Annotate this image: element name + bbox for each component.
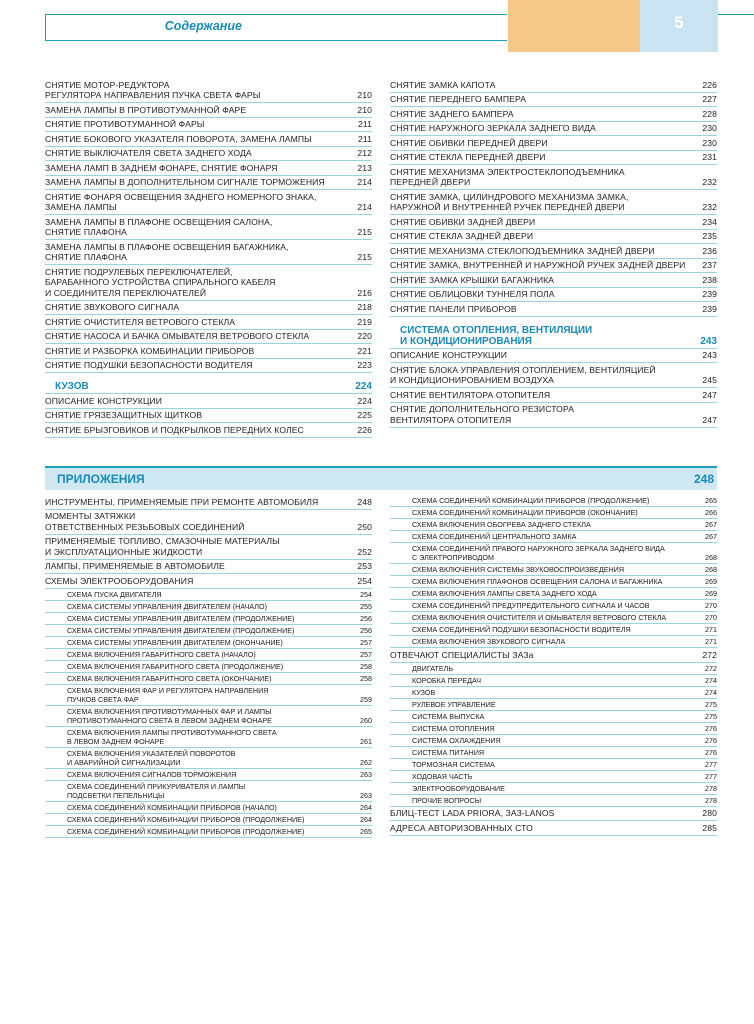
entry-page: 230 bbox=[702, 123, 717, 133]
entry-title: СНЯТИЕ ВЫКЛЮЧАТЕЛЯ СВЕТА ЗАДНЕГО ХОДА bbox=[45, 148, 252, 158]
toc-entry[interactable] bbox=[45, 147, 372, 162]
entry-page: 225 bbox=[357, 410, 372, 420]
toc-subentry[interactable] bbox=[45, 649, 372, 661]
toc-entry[interactable] bbox=[390, 403, 717, 428]
entry-page: 220 bbox=[357, 331, 372, 341]
toc-subentry[interactable] bbox=[45, 625, 372, 637]
appendix-header[interactable] bbox=[45, 466, 717, 490]
entry-title: СХЕМА ВКЛЮЧЕНИЯ СИСТЕМЫ ЗВУКОВОСПРОИЗВЕДЕНИЯ bbox=[412, 565, 625, 574]
entry-page: 272 bbox=[705, 663, 717, 673]
entry-page: 258 bbox=[360, 673, 372, 683]
toc-subentry[interactable] bbox=[45, 727, 372, 748]
toc-entry[interactable] bbox=[390, 230, 717, 245]
entry-page: 245 bbox=[702, 375, 717, 385]
toc-entry[interactable] bbox=[390, 388, 717, 403]
toc-entry[interactable] bbox=[45, 394, 372, 409]
entry-page: 211 bbox=[358, 133, 372, 144]
appendix-title: ПРИЛОЖЕНИЯ bbox=[57, 472, 145, 486]
entry-title: ПРОЧИЕ ВОПРОСЫ bbox=[412, 795, 482, 805]
toc-subentry[interactable] bbox=[390, 564, 717, 576]
entry-page: 271 bbox=[705, 625, 717, 634]
entry-title: СНЯТИЕ МОТОР-РЕДУКТОРА РЕГУЛЯТОРА НАПРАВЛЕНИЯ ПУЧКА СВЕТА ФАРЫ bbox=[45, 79, 261, 100]
entry-page: 272 bbox=[702, 649, 717, 660]
entry-title: СНЯТИЕ ЗАМКА КРЫШКИ БАГАЖНИКА bbox=[390, 274, 555, 285]
entry-title: СИСТЕМА ОТОПЛЕНИЯ bbox=[412, 723, 495, 733]
entry-page: 277 bbox=[705, 759, 717, 769]
entry-title: СНЯТИЕ ЗВУКОВОГО СИГНАЛА bbox=[45, 302, 180, 312]
toc-entry[interactable] bbox=[45, 265, 372, 301]
toc-entry[interactable] bbox=[45, 78, 372, 103]
entry-title: КУЗОВ bbox=[55, 381, 89, 392]
entry-title: СИСТЕМА ОХЛАЖДЕНИЯ bbox=[412, 735, 501, 745]
entry-page: 276 bbox=[705, 723, 717, 733]
entry-title: СХЕМА СОЕДИНЕНИЙ ПРЕДУПРЕДИТЕЛЬНОГО СИГНАЛА И ЧАСОВ bbox=[412, 601, 650, 610]
entry-page: 265 bbox=[705, 496, 717, 505]
entry-title: СХЕМА ПУСКА ДВИГАТЕЛЯ bbox=[67, 589, 162, 599]
entry-page: 239 bbox=[702, 289, 717, 299]
toc-entry[interactable] bbox=[390, 807, 717, 822]
entry-page: 247 bbox=[702, 389, 717, 400]
entry-page: 243 bbox=[702, 350, 717, 360]
entry-page: 274 bbox=[705, 675, 717, 685]
entry-page: 228 bbox=[702, 108, 717, 119]
toc-entry[interactable] bbox=[45, 161, 372, 176]
toc-subentry[interactable] bbox=[45, 769, 372, 781]
entry-page: 214 bbox=[357, 177, 372, 187]
toc-subentry[interactable] bbox=[45, 661, 372, 673]
entry-page: 257 bbox=[360, 649, 372, 659]
entry-title: СНЯТИЕ НАРУЖНОГО ЗЕРКАЛА ЗАДНЕГО ВИДА bbox=[390, 123, 596, 133]
entry-page: 218 bbox=[357, 302, 372, 312]
toc-entry[interactable] bbox=[45, 359, 372, 374]
entry-page: 253 bbox=[357, 561, 372, 571]
header-bar bbox=[0, 0, 508, 52]
entry-title: СНЯТИЕ МЕХАНИЗМА ЭЛЕКТРОСТЕКЛОПОДЪЕМНИКА ПЕРЕДНЕЙ ДВЕРИ bbox=[390, 166, 625, 187]
entry-page: 285 bbox=[702, 822, 717, 833]
toc-entry[interactable] bbox=[45, 560, 372, 575]
entry-page: 215 bbox=[357, 227, 372, 237]
entry-page: 235 bbox=[702, 231, 717, 241]
toc-entry[interactable] bbox=[45, 495, 372, 510]
toc-subentry[interactable] bbox=[390, 735, 717, 747]
toc-entry[interactable] bbox=[390, 302, 717, 317]
toc-subentry[interactable] bbox=[390, 636, 717, 648]
entry-page: 236 bbox=[702, 245, 717, 256]
entry-title: СХЕМА ВКЛЮЧЕНИЯ ГАБАРИТНОГО СВЕТА (ПРОДОЛЖЕНИЕ) bbox=[67, 661, 284, 671]
entry-title: СХЕМА СИСТЕМЫ УПРАВЛЕНИЯ ДВИГАТЕЛЕМ (НАЧАЛО) bbox=[67, 601, 268, 611]
toc-entry[interactable] bbox=[45, 315, 372, 330]
page-title: Содержание bbox=[164, 19, 242, 33]
entry-title: ЗАМЕНА ЛАМПЫ В ПЛАФОНЕ ОСВЕЩЕНИЯ БАГАЖНИКА, СНЯТИЕ ПЛАФОНА bbox=[45, 241, 289, 262]
entry-title: ОПИСАНИЕ КОНСТРУКЦИИ bbox=[390, 350, 507, 360]
entry-page: 232 bbox=[702, 177, 717, 187]
toc-entry[interactable] bbox=[45, 535, 372, 560]
entry-page: 221 bbox=[357, 345, 372, 356]
toc-subentry[interactable] bbox=[390, 612, 717, 624]
toc-subentry[interactable] bbox=[45, 814, 372, 826]
entry-page: 234 bbox=[702, 216, 717, 227]
toc-entry[interactable] bbox=[390, 363, 717, 388]
entry-title: СНЯТИЕ ПРОТИВОТУМАННОЙ ФАРЫ bbox=[45, 119, 205, 129]
entry-title: СНЯТИЕ ЗАДНЕГО БАМПЕРА bbox=[390, 108, 514, 119]
entry-page: 261 bbox=[360, 736, 372, 746]
entry-page: 215 bbox=[357, 252, 372, 262]
toc-subentry[interactable] bbox=[45, 685, 372, 706]
entry-title: ЗАМЕНА ЛАМПЫ В ПРОТИВОТУМАННОЙ ФАРЕ bbox=[45, 104, 247, 115]
toc-subentry[interactable] bbox=[45, 826, 372, 838]
toc-subentry[interactable] bbox=[390, 771, 717, 783]
entry-page: 259 bbox=[360, 694, 372, 704]
entry-page: 255 bbox=[360, 601, 372, 611]
entry-title: СНЯТИЕ ВЕНТИЛЯТОРА ОТОПИТЕЛЯ bbox=[390, 389, 551, 400]
entry-page: 263 bbox=[360, 790, 372, 800]
toc-subentry[interactable] bbox=[390, 783, 717, 795]
toc-subentry[interactable] bbox=[390, 600, 717, 612]
entry-page: 277 bbox=[705, 771, 717, 781]
toc-subentry[interactable] bbox=[45, 601, 372, 613]
header-rule-bottom bbox=[45, 40, 507, 41]
entry-page: 232 bbox=[702, 202, 717, 212]
toc-entry[interactable] bbox=[390, 165, 717, 190]
toc-entry[interactable] bbox=[45, 409, 372, 424]
entry-title: ТОРМОЗНАЯ СИСТЕМА bbox=[412, 759, 495, 769]
entry-title: ДВИГАТЕЛЬ bbox=[412, 663, 454, 673]
entry-title: СХЕМА ВКЛЮЧЕНИЯ ЗВУКОВОГО СИГНАЛА bbox=[412, 637, 566, 646]
entry-title: СХЕМА ВКЛЮЧЕНИЯ СИГНАЛОВ ТОРМОЖЕНИЯ bbox=[67, 769, 237, 779]
toc-subentry[interactable] bbox=[390, 723, 717, 735]
toc-subentry[interactable] bbox=[390, 699, 717, 711]
toc-entry[interactable] bbox=[45, 176, 372, 191]
entry-page: 258 bbox=[360, 661, 372, 671]
toc-entry[interactable] bbox=[390, 244, 717, 259]
entry-title: СНЯТИЕ ДОПОЛНИТЕЛЬНОГО РЕЗИСТОРА ВЕНТИЛЯТОРА ОТОПИТЕЛЯ bbox=[390, 404, 575, 425]
entry-title: СИСТЕМА ОТОПЛЕНИЯ, ВЕНТИЛЯЦИИ И КОНДИЦИОНИРОВАНИЯ bbox=[400, 324, 593, 347]
entry-page: 212 bbox=[357, 148, 372, 158]
entry-title: СХЕМЫ ЭЛЕКТРООБОРУДОВАНИЯ bbox=[45, 575, 194, 586]
entry-page: 270 bbox=[705, 613, 717, 622]
section-kuzov[interactable] bbox=[45, 379, 372, 394]
toc-subentry[interactable] bbox=[390, 576, 717, 588]
toc-subentry[interactable] bbox=[45, 613, 372, 625]
entry-page: 226 bbox=[357, 424, 372, 435]
entry-page: 227 bbox=[702, 94, 717, 104]
entry-page: 263 bbox=[360, 769, 372, 779]
entry-title: СНЯТИЕ СТЕКЛА ЗАДНЕЙ ДВЕРИ bbox=[390, 231, 534, 241]
toc-subentry[interactable] bbox=[45, 673, 372, 685]
entry-page: 254 bbox=[360, 589, 372, 599]
entry-title: СХЕМА СИСТЕМЫ УПРАВЛЕНИЯ ДВИГАТЕЛЕМ (ПРОДОЛЖЕНИЕ) bbox=[67, 625, 295, 635]
entry-title: СИСТЕМА ВЫПУСКА bbox=[412, 711, 485, 721]
header-rule-left bbox=[45, 14, 46, 41]
entry-page: 262 bbox=[360, 757, 372, 767]
entry-title: ОТВЕЧАЮТ СПЕЦИАЛИСТЫ ЗАЗа bbox=[390, 649, 534, 660]
entry-title: СХЕМА СИСТЕМЫ УПРАВЛЕНИЯ ДВИГАТЕЛЕМ (ОКОНЧАНИЕ) bbox=[67, 637, 283, 647]
entry-title: СХЕМА СОЕДИНЕНИЙ ЦЕНТРАЛЬНОГО ЗАМКА bbox=[412, 532, 577, 541]
toc-entry[interactable] bbox=[45, 330, 372, 345]
toc-entry[interactable] bbox=[390, 259, 717, 274]
section-heating[interactable] bbox=[390, 323, 717, 349]
toc-entry[interactable] bbox=[390, 273, 717, 288]
appendix-left-column bbox=[45, 495, 372, 838]
entry-page: 280 bbox=[702, 808, 717, 818]
toc-right-column bbox=[390, 78, 717, 428]
entry-title: СХЕМА СОЕДИНЕНИЙ ПРАВОГО НАРУЖНОГО ЗЕРКАЛА ЗАДНЕГО ВИДА С ЭЛЕКТРОПРИВОДОМ bbox=[412, 544, 665, 562]
entry-title: СХЕМА СОЕДИНЕНИЙ КОМБИНАЦИИ ПРИБОРОВ (ПРОДОЛЖЕНИЕ) bbox=[67, 814, 305, 824]
entry-title: СХЕМА ВКЛЮЧЕНИЯ УКАЗАТЕЛЕЙ ПОВОРОТОВ И АВАРИЙНОЙ СИГНАЛИЗАЦИИ bbox=[67, 748, 236, 767]
entry-page: 269 bbox=[705, 577, 717, 586]
entry-page: 237 bbox=[702, 260, 717, 270]
entry-page: 266 bbox=[705, 508, 717, 517]
entry-title: СХЕМА СОЕДИНЕНИЙ КОМБИНАЦИИ ПРИБОРОВ (ПРОДОЛЖЕНИЕ) bbox=[67, 826, 305, 836]
entry-page: 238 bbox=[702, 274, 717, 285]
entry-title: ЗАМЕНА ЛАМПЫ В ПЛАФОНЕ ОСВЕЩЕНИЯ САЛОНА, СНЯТИЕ ПЛАФОНА bbox=[45, 216, 273, 237]
entry-page: 256 bbox=[360, 613, 372, 623]
entry-title: СХЕМА ВКЛЮЧЕНИЯ ОБОГРЕВА ЗАДНЕГО СТЕКЛА bbox=[412, 520, 591, 529]
entry-title: СНЯТИЕ ГРЯЗЕЗАЩИТНЫХ ЩИТКОВ bbox=[45, 410, 203, 420]
entry-title: ЭЛЕКТРООБОРУДОВАНИЕ bbox=[412, 783, 505, 793]
entry-title: СНЯТИЕ И РАЗБОРКА КОМБИНАЦИИ ПРИБОРОВ bbox=[45, 345, 255, 356]
entry-page: 224 bbox=[357, 395, 372, 406]
entry-page: 275 bbox=[705, 711, 717, 721]
header-rule-right bbox=[718, 14, 754, 15]
toc-subentry[interactable] bbox=[390, 624, 717, 636]
entry-page: 254 bbox=[357, 575, 372, 586]
toc-left-column bbox=[45, 78, 372, 438]
toc-subentry[interactable] bbox=[45, 802, 372, 814]
entry-page: 278 bbox=[705, 783, 717, 793]
entry-title: МОМЕНТЫ ЗАТЯЖКИ ОТВЕТСТВЕННЫХ РЕЗЬБОВЫХ СОЕДИНЕНИЙ bbox=[45, 511, 245, 532]
entry-page: 270 bbox=[705, 601, 717, 610]
entry-title: СНЯТИЕ ПОДРУЛЕВЫХ ПЕРЕКЛЮЧАТЕЛЕЙ, БАРАБАННОГО УСТРОЙСТВА СПИРАЛЬНОГО КАБЕЛЯ И СОЕДИНИТЕЛЯ ПЕРЕКЛЮЧАТЕЛЕЙ bbox=[45, 266, 276, 298]
entry-page: 275 bbox=[705, 699, 717, 709]
entry-page: 210 bbox=[357, 104, 372, 115]
toc-entry[interactable] bbox=[390, 78, 717, 93]
toc-subentry[interactable] bbox=[390, 507, 717, 519]
entry-title: СНЯТИЕ ЗАМКА КАПОТА bbox=[390, 79, 496, 90]
header-rule-top bbox=[45, 14, 507, 15]
entry-page: 260 bbox=[360, 715, 372, 725]
toc-entry[interactable] bbox=[390, 288, 717, 303]
entry-page: 248 bbox=[357, 496, 372, 507]
appendix-page: 248 bbox=[693, 472, 714, 486]
entry-page: 265 bbox=[360, 826, 372, 836]
entry-title: СХЕМА ВКЛЮЧЕНИЯ ОЧИСТИТЕЛЯ И ОМЫВАТЕЛЯ ВЕТРОВОГО СТЕКЛА bbox=[412, 613, 667, 622]
toc-subentry[interactable] bbox=[390, 795, 717, 807]
appendix-right-column bbox=[390, 495, 717, 836]
entry-title: БЛИЦ-ТЕСТ LADA PRIORA, ЗАЗ-LANOS bbox=[390, 808, 555, 818]
entry-page: 239 bbox=[702, 303, 717, 314]
entry-page: 214 bbox=[357, 202, 372, 212]
entry-title: СХЕМА СОЕДИНЕНИЙ ПОДУШКИ БЕЗОПАСНОСТИ ВОДИТЕЛЯ bbox=[412, 625, 631, 634]
toc-entry[interactable] bbox=[45, 574, 372, 589]
entry-page: 271 bbox=[705, 637, 717, 646]
toc-entry[interactable] bbox=[390, 122, 717, 137]
entry-title: СНЯТИЕ МЕХАНИЗМА СТЕКЛОПОДЪЕМНИКА ЗАДНЕЙ ДВЕРИ bbox=[390, 245, 655, 256]
toc-subentry[interactable] bbox=[390, 588, 717, 600]
toc-subentry[interactable] bbox=[45, 706, 372, 727]
entry-page: 252 bbox=[357, 546, 372, 557]
toc-entry[interactable] bbox=[45, 103, 372, 118]
toc-subentry[interactable] bbox=[390, 675, 717, 687]
toc-subentry[interactable] bbox=[390, 747, 717, 759]
entry-page: 243 bbox=[700, 335, 717, 347]
entry-title: СХЕМА СИСТЕМЫ УПРАВЛЕНИЯ ДВИГАТЕЛЕМ (ПРОДОЛЖЕНИЕ) bbox=[67, 613, 295, 623]
toc-entry[interactable] bbox=[390, 215, 717, 230]
page-number: 5 bbox=[674, 13, 684, 32]
entry-title: КОРОБКА ПЕРЕДАЧ bbox=[412, 675, 482, 685]
toc-entry[interactable] bbox=[45, 118, 372, 133]
toc-entry[interactable] bbox=[45, 344, 372, 359]
entry-title: СХЕМА СОЕДИНЕНИЙ КОМБИНАЦИИ ПРИБОРОВ (ПРОДОЛЖЕНИЕ) bbox=[412, 496, 650, 505]
entry-page: 224 bbox=[355, 381, 372, 392]
toc-entry[interactable] bbox=[390, 648, 717, 663]
entry-page: 268 bbox=[705, 565, 717, 574]
toc-subentry[interactable] bbox=[390, 531, 717, 543]
toc-subentry[interactable] bbox=[390, 759, 717, 771]
entry-title: СХЕМА СОЕДИНЕНИЙ ПРИКУРИВАТЕЛЯ И ЛАМПЫ ПОДСВЕТКИ ПЕПЕЛЬНИЦЫ bbox=[67, 781, 246, 800]
entry-page: 223 bbox=[357, 360, 372, 370]
toc-subentry[interactable] bbox=[390, 687, 717, 699]
toc-entry[interactable] bbox=[45, 190, 372, 215]
entry-title: СИСТЕМА ПИТАНИЯ bbox=[412, 747, 485, 757]
entry-page: 219 bbox=[357, 316, 372, 327]
entry-page: 264 bbox=[360, 802, 372, 812]
entry-page: 276 bbox=[705, 735, 717, 745]
entry-page: 267 bbox=[705, 532, 717, 541]
entry-title: СНЯТИЕ ПАНЕЛИ ПРИБОРОВ bbox=[390, 303, 517, 314]
toc-subentry[interactable] bbox=[45, 589, 372, 601]
toc-subentry[interactable] bbox=[390, 711, 717, 723]
entry-title: ЗАМЕНА ЛАМП В ЗАДНЕМ ФОНАРЕ, СНЯТИЕ ФОНАРЯ bbox=[45, 162, 278, 173]
toc-subentry[interactable] bbox=[390, 495, 717, 507]
toc-entry[interactable] bbox=[390, 151, 717, 166]
toc-subentry[interactable] bbox=[390, 663, 717, 675]
entry-page: 211 bbox=[358, 119, 372, 129]
entry-title: СНЯТИЕ ПЕРЕДНЕГО БАМПЕРА bbox=[390, 94, 527, 104]
entry-page: 278 bbox=[705, 795, 717, 805]
entry-page: 247 bbox=[702, 414, 717, 425]
entry-title: РУЛЕВОЕ УПРАВЛЕНИЕ bbox=[412, 699, 496, 709]
entry-title: СХЕМА ВКЛЮЧЕНИЯ ЛАМПЫ ПРОТИВОТУМАННОГО СВЕТА В ЛЕВОМ ЗАДНЕМ ФОНАРЕ bbox=[67, 727, 277, 746]
toc-subentry[interactable] bbox=[45, 637, 372, 649]
toc-entry[interactable] bbox=[390, 93, 717, 108]
entry-title: СНЯТИЕ СТЕКЛА ПЕРЕДНЕЙ ДВЕРИ bbox=[390, 152, 546, 162]
entry-page: 250 bbox=[357, 521, 372, 532]
entry-page: 274 bbox=[705, 687, 717, 697]
entry-title: СНЯТИЕ ПОДУШКИ БЕЗОПАСНОСТИ ВОДИТЕЛЯ bbox=[45, 360, 253, 370]
entry-title: СНЯТИЕ ФОНАРЯ ОСВЕЩЕНИЯ ЗАДНЕГО НОМЕРНОГО ЗНАКА, ЗАМЕНА ЛАМПЫ bbox=[45, 191, 317, 212]
entry-title: СХЕМА СОЕДИНЕНИЙ КОМБИНАЦИИ ПРИБОРОВ (ОКОНЧАНИЕ) bbox=[412, 508, 638, 517]
entry-title: АДРЕСА АВТОРИЗОВАННЫХ СТО bbox=[390, 822, 533, 833]
entry-title: СНЯТИЕ ЗАМКА, ВНУТРЕННЕЙ И НАРУЖНОЙ РУЧЕК ЗАДНЕЙ ДВЕРИ bbox=[390, 260, 686, 270]
entry-title: СНЯТИЕ БОКОВОГО УКАЗАТЕЛЯ ПОВОРОТА, ЗАМЕНА ЛАМПЫ bbox=[45, 133, 312, 144]
toc-entry[interactable] bbox=[390, 821, 717, 836]
toc-entry[interactable] bbox=[45, 132, 372, 147]
entry-page: 210 bbox=[357, 90, 372, 100]
toc-entry[interactable] bbox=[390, 190, 717, 215]
toc-entry[interactable] bbox=[45, 510, 372, 535]
entry-title: СНЯТИЕ ОЧИСТИТЕЛЯ ВЕТРОВОГО СТЕКЛА bbox=[45, 316, 236, 327]
header-orange-block bbox=[508, 0, 640, 52]
toc-entry[interactable] bbox=[390, 107, 717, 122]
entry-title: СХЕМА СОЕДИНЕНИЙ КОМБИНАЦИИ ПРИБОРОВ (НАЧАЛО) bbox=[67, 802, 277, 812]
entry-title: ЛАМПЫ, ПРИМЕНЯЕМЫЕ В АВТОМОБИЛЕ bbox=[45, 561, 225, 571]
entry-page: 256 bbox=[360, 625, 372, 635]
entry-title: СНЯТИЕ ОБИВКИ ПЕРЕДНЕЙ ДВЕРИ bbox=[390, 137, 548, 148]
entry-title: СНЯТИЕ ОБЛИЦОВКИ ТУННЕЛЯ ПОЛА bbox=[390, 289, 555, 299]
entry-page: 216 bbox=[357, 287, 372, 298]
toc-subentry[interactable] bbox=[45, 781, 372, 802]
entry-page: 267 bbox=[705, 520, 717, 529]
entry-page: 268 bbox=[705, 553, 717, 562]
entry-page: 257 bbox=[360, 637, 372, 647]
entry-title: ИНСТРУМЕНТЫ, ПРИМЕНЯЕМЫЕ ПРИ РЕМОНТЕ АВТОМОБИЛЯ bbox=[45, 496, 319, 507]
entry-title: СНЯТИЕ ЗАМКА, ЦИЛИНДРОВОГО МЕХАНИЗМА ЗАМКА, НАРУЖНОЙ И ВНУТРЕННЕЙ РУЧЕК ПЕРЕДНЕЙ ДВЕРИ bbox=[390, 191, 629, 212]
entry-page: 269 bbox=[705, 589, 717, 598]
toc-subentry[interactable] bbox=[390, 519, 717, 531]
entry-title: СНЯТИЕ НАСОСА И БАЧКА ОМЫВАТЕЛЯ ВЕТРОВОГО СТЕКЛА bbox=[45, 331, 310, 341]
entry-title: СХЕМА ВКЛЮЧЕНИЯ ФАР И РЕГУЛЯТОРА НАПРАВЛЕНИЯ ПУЧКОВ СВЕТА ФАР bbox=[67, 685, 269, 704]
entry-page: 226 bbox=[702, 79, 717, 90]
entry-page: 213 bbox=[357, 162, 372, 173]
toc-entry[interactable] bbox=[45, 240, 372, 265]
entry-title: СХЕМА ВКЛЮЧЕНИЯ ГАБАРИТНОГО СВЕТА (НАЧАЛО) bbox=[67, 649, 256, 659]
toc-entry[interactable] bbox=[45, 423, 372, 438]
entry-title: ЗАМЕНА ЛАМПЫ В ДОПОЛНИТЕЛЬНОМ СИГНАЛЕ ТОРМОЖЕНИЯ bbox=[45, 177, 325, 187]
entry-title: СХЕМА ВКЛЮЧЕНИЯ ЛАМПЫ СВЕТА ЗАДНЕГО ХОДА bbox=[412, 589, 597, 598]
entry-title: СХЕМА ВКЛЮЧЕНИЯ ГАБАРИТНОГО СВЕТА (ОКОНЧАНИЕ) bbox=[67, 673, 272, 683]
toc-entry[interactable] bbox=[390, 136, 717, 151]
entry-title: КУЗОВ bbox=[412, 687, 436, 697]
entry-title: ОПИСАНИЕ КОНСТРУКЦИИ bbox=[45, 395, 162, 406]
entry-title: СНЯТИЕ БРЫЗГОВИКОВ И ПОДКРЫЛКОВ ПЕРЕДНИХ КОЛЕС bbox=[45, 424, 304, 435]
entry-title: СНЯТИЕ БЛОКА УПРАВЛЕНИЯ ОТОПЛЕНИЕМ, ВЕНТИЛЯЦИЕЙ И КОНДИЦИОНИРОВАНИЕМ ВОЗДУХА bbox=[390, 364, 656, 385]
entry-title: ХОДОВАЯ ЧАСТЬ bbox=[412, 771, 473, 781]
entry-title: СХЕМА ВКЛЮЧЕНИЯ ПРОТИВОТУМАННЫХ ФАР И ЛАМПЫ ПРОТИВОТУМАННОГО СВЕТА В ЛЕВОМ ЗАДНЕМ ФОНАРЕ bbox=[67, 706, 272, 725]
entry-page: 230 bbox=[702, 137, 717, 148]
entry-title: ПРИМЕНЯЕМЫЕ ТОПЛИВО, СМАЗОЧНЫЕ МАТЕРИАЛЫ И ЭКСПЛУАТАЦИОННЫЕ ЖИДКОСТИ bbox=[45, 536, 280, 557]
toc-entry[interactable] bbox=[390, 349, 717, 364]
toc-subentry[interactable] bbox=[45, 748, 372, 769]
toc-entry[interactable] bbox=[45, 215, 372, 240]
toc-subentry[interactable] bbox=[390, 543, 717, 564]
toc-entry[interactable] bbox=[45, 301, 372, 316]
entry-page: 276 bbox=[705, 747, 717, 757]
entry-page: 231 bbox=[702, 152, 717, 162]
entry-title: СХЕМА ВКЛЮЧЕНИЯ ПЛАФОНОВ ОСВЕЩЕНИЯ САЛОНА И БАГАЖНИКА bbox=[412, 577, 663, 586]
entry-title: СНЯТИЕ ОБИВКИ ЗАДНЕЙ ДВЕРИ bbox=[390, 216, 536, 227]
entry-page: 264 bbox=[360, 814, 372, 824]
